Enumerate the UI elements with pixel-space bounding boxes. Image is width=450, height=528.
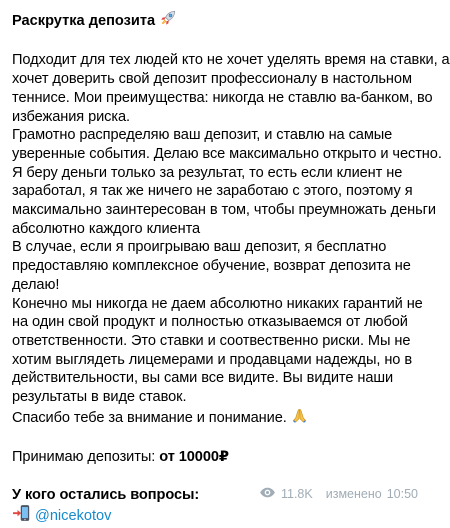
body-line: максимально заинтересован в том, чтобы преумножать деньги xyxy=(12,202,436,219)
body-line: хочет доверить свой депозит профессионалу в настольном xyxy=(12,71,412,88)
body-line: Подходит для тех людей кто не хочет уделять время на ставки, а xyxy=(12,52,450,69)
deposit-value: от 10000₽ xyxy=(159,449,229,466)
thanks-text: Спасибо тебе за внимание и понимание. xyxy=(12,409,287,426)
questions-heading: У кого остались вопросы: xyxy=(12,486,200,503)
praying-hands-icon xyxy=(291,407,308,430)
spacer xyxy=(12,467,418,486)
post-body xyxy=(12,51,450,528)
contact-row xyxy=(12,504,418,528)
body-line: теннисе. Мои преимущества: никогда не ставлю ва-банком, во xyxy=(12,89,433,106)
deposit-line xyxy=(12,448,418,467)
spacer xyxy=(12,33,418,52)
body-line: делаю! xyxy=(12,276,60,293)
body-line: на один свой продукт и полностью отказываемся от любой xyxy=(12,314,408,331)
body-line: хотим выглядеть лицемерами и продавцами надежды, но в xyxy=(12,351,412,368)
contact-link[interactable]: @nicekotov xyxy=(35,507,112,524)
body-line: В случае, если я проигрываю ваш депозит, я бесплатно xyxy=(12,239,387,256)
rocket-icon xyxy=(159,9,177,33)
body-line: избежания риска. xyxy=(12,108,131,125)
body-line: предоставляю комплексное обучение, возврат депозита не xyxy=(12,258,411,275)
body-line: заработал, я так же ничего не заработаю с этого, поэтому я xyxy=(12,183,413,200)
phone-arrow-icon xyxy=(12,504,32,528)
spacer xyxy=(12,429,418,448)
body-line: Я беру деньги только за результат, то есть если клиент не xyxy=(12,164,403,181)
post-title-row xyxy=(12,9,418,33)
body-line: Конечно мы никогда не даем абсолютно никаких гарантий не xyxy=(12,295,423,312)
view-count: 11.8K xyxy=(280,487,313,501)
body-line: уверенные события. Делаю все максимально открыто и честно. xyxy=(12,145,442,162)
body-line: действительности, вы сами все видите. Вы видите наши xyxy=(12,370,394,387)
eye-icon xyxy=(259,487,276,501)
post-title: Раскрутка депозита xyxy=(12,13,156,29)
post-time: 10:50 xyxy=(386,487,418,501)
body-line: ответственности. Это ставки и соотвественно риски. Мы не xyxy=(12,332,411,349)
body-line: результаты в виде ставок. xyxy=(12,389,187,406)
edited-label: изменено xyxy=(325,487,382,501)
deposit-label: Принимаю депозиты: xyxy=(12,449,160,466)
thanks-line xyxy=(12,407,418,430)
body-line: Грамотно распределяю ваш депозит, и ставлю на самые xyxy=(12,127,393,144)
post-meta xyxy=(259,487,418,501)
body-line: абсолютно каждого клиента xyxy=(12,220,201,237)
